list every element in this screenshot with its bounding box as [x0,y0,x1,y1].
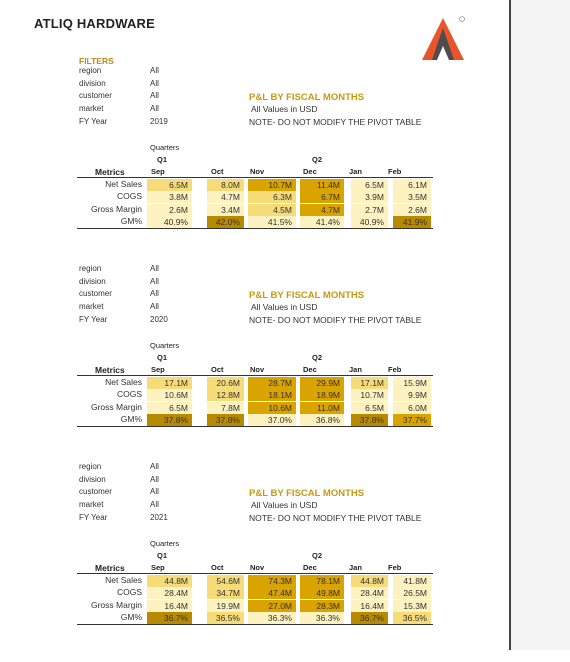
pl-subtitle: All Values in USD [251,302,318,312]
value-cell[interactable]: 10.7M [248,179,296,191]
filter-value[interactable]: All [150,500,159,509]
value-cell[interactable]: 8.0M [207,179,244,191]
value-cell[interactable]: 28.4M [351,587,388,599]
value-cell[interactable]: 41.9% [393,216,431,228]
q1-header: Q1 [157,551,168,560]
metric-label: Net Sales [105,575,142,585]
value-cell[interactable]: 34.7M [207,587,244,599]
quarters-header: Quarters [150,341,180,350]
value-cell[interactable]: 3.4M [207,204,244,216]
filter-value[interactable]: All [150,264,159,273]
q2-header: Q2 [312,353,323,362]
metrics-header: Metrics [95,563,125,573]
value-cell[interactable]: 42.0% [207,216,244,228]
metric-label: Gross Margin [90,402,142,412]
filter-label: customer [79,289,112,298]
value-cell[interactable]: 10.6M [248,402,296,414]
filter-value[interactable]: All [150,487,159,496]
filter-label: customer [79,487,112,496]
header-divider [77,375,433,376]
value-cell[interactable]: 6.5M [147,179,192,191]
filter-label: FY Year [79,315,108,324]
table-bottom-divider [77,426,433,427]
metrics-header: Metrics [95,365,125,375]
filters-heading: FILTERS [79,56,114,66]
metric-label: COGS [116,587,142,597]
value-cell[interactable]: 36.8% [300,414,344,426]
filter-value[interactable]: 2019 [150,117,168,126]
pl-title: P&L BY FISCAL MONTHS [249,92,365,103]
value-cell[interactable]: 3.5M [393,191,431,203]
value-cell[interactable]: 37.8% [207,414,244,426]
table-bottom-divider [77,624,433,625]
value-cell[interactable]: 16.4M [147,600,192,612]
value-cell[interactable]: 9.9M [393,389,431,401]
filter-value[interactable]: 2021 [150,513,168,522]
value-cell[interactable]: 49.8M [300,587,344,599]
value-cell[interactable]: 6.0M [393,402,431,414]
metric-label: GM% [120,216,142,226]
metric-label: Gross Margin [90,600,142,610]
metric-label: Gross Margin [90,204,142,214]
value-cell[interactable]: 11.0M [300,402,344,414]
value-cell[interactable]: 28.4M [147,587,192,599]
value-cell[interactable]: 36.3% [300,612,344,624]
value-cell[interactable]: 26.5M [393,587,431,599]
value-cell[interactable]: 17.1M [147,377,192,389]
value-cell[interactable]: 6.5M [351,402,388,414]
month-header: Jan [349,167,362,176]
value-cell[interactable]: 11.4M [300,179,344,191]
month-header: Oct [211,167,224,176]
pl-subtitle: All Values in USD [251,104,318,114]
pl-note: NOTE- DO NOT MODIFY THE PIVOT TABLE [249,117,422,127]
month-header: Nov [250,167,265,176]
month-header: Dec [303,365,317,374]
value-cell[interactable]: 17.1M [351,377,388,389]
value-cell[interactable]: 41.4% [300,216,344,228]
filter-label: division [79,79,106,88]
pl-subtitle: All Values in USD [251,500,318,510]
pivot-block-2 [0,264,509,464]
month-header: Dec [303,167,317,176]
quarters-header: Quarters [150,539,180,548]
value-cell[interactable]: 10.6M [147,389,192,401]
filter-label: region [79,264,102,273]
value-cell[interactable]: 36.7% [147,612,192,624]
value-cell[interactable]: 20.6M [207,377,244,389]
value-cell[interactable]: 6.5M [147,402,192,414]
metric-label: GM% [120,414,142,424]
month-header: Jan [349,563,362,572]
value-cell[interactable]: 29.9M [300,377,344,389]
filter-value[interactable]: All [150,66,159,75]
pl-title: P&L BY FISCAL MONTHS [249,290,365,301]
filter-value[interactable]: All [150,79,159,88]
value-cell[interactable]: 40.9% [351,216,388,228]
value-cell[interactable]: 4.7M [300,204,344,216]
filter-label: market [79,500,104,509]
filter-value[interactable]: All [150,277,159,286]
filter-value[interactable]: All [150,104,159,113]
report-title: ATLIQ HARDWARE [34,16,155,31]
metric-label: Net Sales [105,179,142,189]
month-header: Sep [151,365,165,374]
value-cell[interactable]: 41.5% [248,216,296,228]
q2-header: Q2 [312,551,323,560]
month-header: Feb [388,563,402,572]
metrics-header: Metrics [95,167,125,177]
value-cell[interactable]: 6.3M [248,191,296,203]
value-cell[interactable]: 3.9M [351,191,388,203]
value-cell[interactable]: 4.5M [248,204,296,216]
value-cell[interactable]: 37.8% [147,414,192,426]
filter-value[interactable]: 2020 [150,315,168,324]
value-cell[interactable]: 28.3M [300,600,344,612]
value-cell[interactable]: 28.7M [248,377,296,389]
value-cell[interactable]: 41.8M [393,575,431,587]
q2-header: Q2 [312,155,323,164]
value-cell[interactable]: 15.9M [393,377,431,389]
metric-label: Net Sales [105,377,142,387]
filter-label: FY Year [79,513,108,522]
filter-label: market [79,104,104,113]
quarters-header: Quarters [150,143,180,152]
month-header: Oct [211,365,224,374]
value-cell[interactable]: 44.8M [351,575,388,587]
month-header: Nov [250,365,265,374]
value-cell[interactable]: 7.8M [207,402,244,414]
value-cell[interactable]: 78.1M [300,575,344,587]
pl-note: NOTE- DO NOT MODIFY THE PIVOT TABLE [249,315,422,325]
value-cell[interactable]: 54.6M [207,575,244,587]
value-cell[interactable]: 6.7M [300,191,344,203]
value-cell[interactable]: 37.0% [248,414,296,426]
value-cell[interactable]: 36.7% [351,612,388,624]
pivot-block-1 [0,66,509,266]
value-cell[interactable]: 6.1M [393,179,431,191]
month-header: Feb [388,167,402,176]
month-header: Sep [151,167,165,176]
filter-value[interactable]: All [150,289,159,298]
value-cell[interactable]: 12.8M [207,389,244,401]
value-cell[interactable]: 2.6M [147,204,192,216]
value-cell[interactable]: 6.5M [351,179,388,191]
filter-label: division [79,277,106,286]
value-cell[interactable]: 10.7M [351,389,388,401]
pl-note: NOTE- DO NOT MODIFY THE PIVOT TABLE [249,513,422,523]
header-divider [77,573,433,574]
metric-label: COGS [116,389,142,399]
value-cell[interactable]: 2.7M [351,204,388,216]
filter-value[interactable]: All [150,462,159,471]
filter-label: region [79,462,102,471]
value-cell[interactable]: 3.8M [147,191,192,203]
pl-title: P&L BY FISCAL MONTHS [249,488,365,499]
header-divider [77,177,433,178]
value-cell[interactable]: 15.3M [393,600,431,612]
month-header: Jan [349,365,362,374]
value-cell[interactable]: 36.3% [248,612,296,624]
filter-value[interactable]: All [150,475,159,484]
value-cell[interactable]: 16.4M [351,600,388,612]
value-cell[interactable]: 40.9% [147,216,192,228]
metric-label: COGS [116,191,142,201]
month-header: Feb [388,365,402,374]
filter-value[interactable]: All [150,302,159,311]
metric-label: GM% [120,612,142,622]
value-cell[interactable]: 18.1M [248,389,296,401]
q1-header: Q1 [157,353,168,362]
filter-value[interactable]: All [150,91,159,100]
value-cell[interactable]: 47.4M [248,587,296,599]
filter-label: division [79,475,106,484]
value-cell[interactable]: 27.0M [248,600,296,612]
value-cell[interactable]: 37.7% [393,414,431,426]
value-cell[interactable]: 36.5% [393,612,431,624]
month-header: Dec [303,563,317,572]
value-cell[interactable]: 74.3M [248,575,296,587]
pivot-block-3 [0,462,509,662]
table-bottom-divider [77,228,433,229]
q1-header: Q1 [157,155,168,164]
month-header: Sep [151,563,165,572]
filter-label: customer [79,91,112,100]
filter-label: FY Year [79,117,108,126]
value-cell[interactable]: 18.9M [300,389,344,401]
value-cell[interactable]: 37.8% [351,414,388,426]
month-header: Oct [211,563,224,572]
value-cell[interactable]: 4.7M [207,191,244,203]
value-cell[interactable]: 2.6M [393,204,431,216]
value-cell[interactable]: 44.8M [147,575,192,587]
scroll-area[interactable] [511,0,570,650]
filter-label: market [79,302,104,311]
value-cell[interactable]: 19.9M [207,600,244,612]
filter-label: region [79,66,102,75]
month-header: Nov [250,563,265,572]
value-cell[interactable]: 36.5% [207,612,244,624]
atliq-logo-icon [420,14,466,62]
